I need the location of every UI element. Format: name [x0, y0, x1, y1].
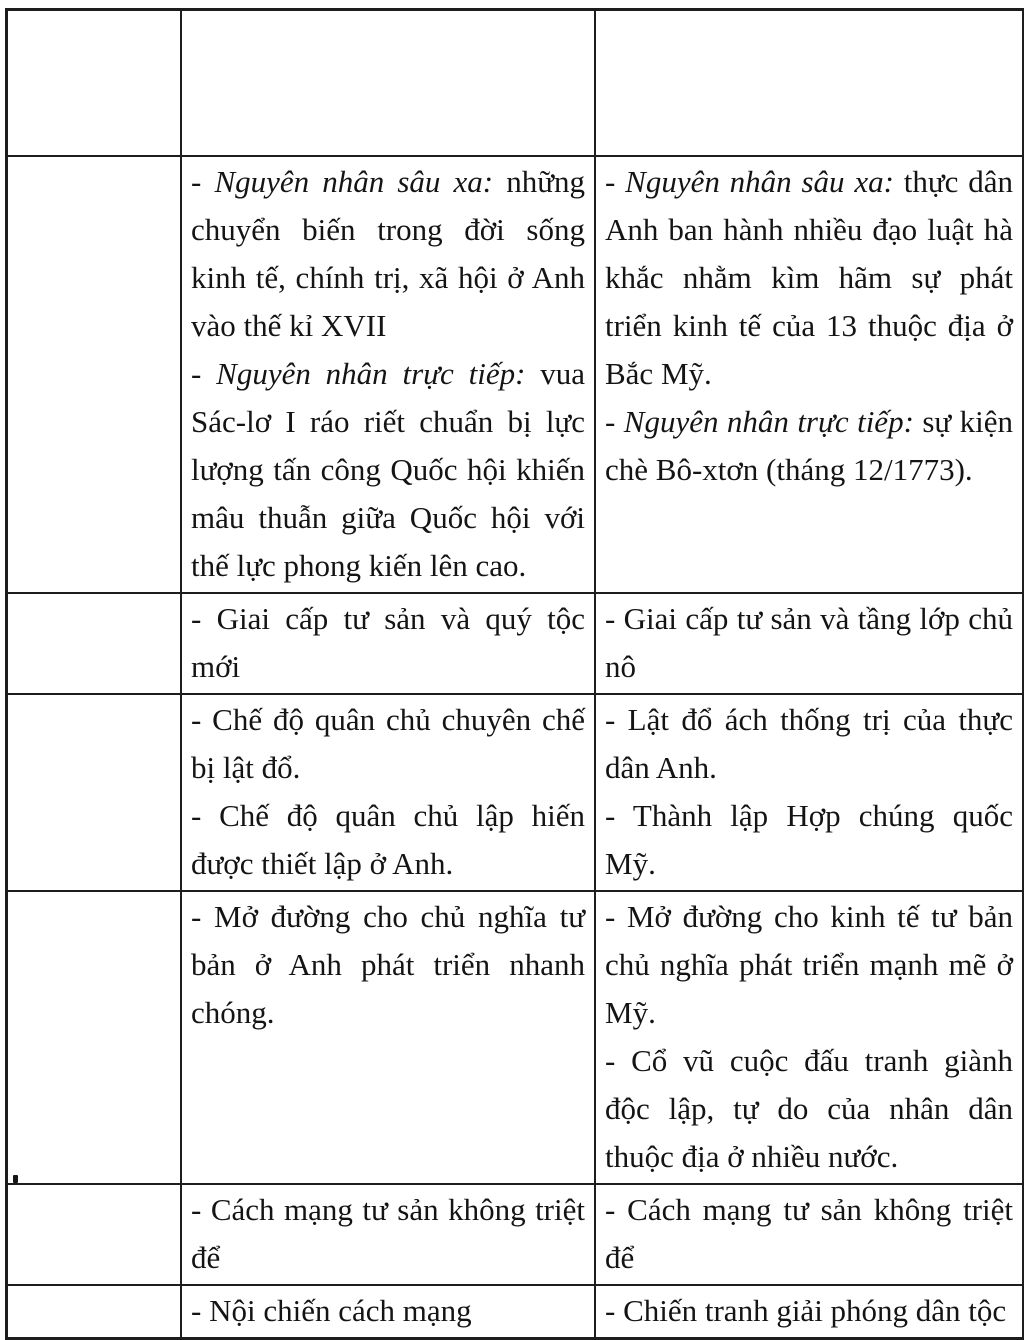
text-run: - [191, 164, 215, 199]
text-run: - Nội chiến cách mạng [191, 1293, 472, 1328]
paragraph [605, 398, 1013, 494]
italic-run: Nguyên nhân sâu xa: [214, 164, 494, 199]
header-cell-english-revolution [180, 11, 594, 155]
text-run: - Chiến tranh giải phóng dân tộc [605, 1293, 1007, 1328]
paragraph [605, 696, 1013, 792]
text-run: thực dân Anh ban hành nhiều đạo luật hà khắc nhằm kìm hãm sự phát triển kinh tế của 13 thuộc địa ở Bắc Mỹ. [605, 164, 1014, 391]
text-run: - Mở đường cho chủ nghĩa tư bản ở Anh phát triển nhanh chóng. [191, 899, 585, 1030]
text-run: - Giai cấp tư sản và quý tộc mới [191, 601, 585, 684]
cell-american-war [594, 1284, 1022, 1337]
paragraph [605, 893, 1013, 1037]
comparison-table [5, 8, 1024, 1340]
text-run: những chuyển biến trong đời sống kinh tế, chính trị, xã hội ở Anh vào thế kỉ XVII [191, 164, 585, 343]
text-run: - Chế độ quân chủ chuyên chế bị lật đổ. [191, 702, 585, 785]
cell-english-revolution [180, 592, 594, 693]
text-run: - [191, 356, 217, 391]
row-label [8, 155, 180, 592]
row-label [8, 1284, 180, 1337]
cell-english-revolution [180, 693, 594, 890]
italic-run: Nguyên nhân sâu xa: [625, 164, 894, 199]
paragraph [605, 595, 1013, 691]
text-run: sự kiện chè Bô-xtơn (tháng 12/1773). [605, 404, 1013, 487]
row-label [8, 890, 180, 1183]
cell-american-war [594, 693, 1022, 890]
paragraph [191, 1186, 585, 1282]
cell-american-war [594, 1183, 1022, 1284]
header-cell-empty [8, 11, 180, 155]
paragraph [191, 1287, 585, 1335]
text-run: - [605, 164, 626, 199]
paragraph [191, 893, 585, 1037]
paragraph [605, 158, 1013, 398]
text-run: - Cách mạng tư sản không triệt để [191, 1192, 585, 1275]
header-cell-american-war [594, 11, 1022, 155]
paragraph [605, 1287, 1013, 1335]
text-run: - Chế độ quân chủ lập hiến được thiết lập ở Anh. [191, 798, 585, 881]
paragraph [191, 158, 585, 350]
paragraph [605, 1186, 1013, 1282]
text-run: - Lật đổ ách thống trị của thực dân Anh. [605, 702, 1013, 785]
paragraph [191, 696, 585, 792]
text-run: - Thành lập Hợp chúng quốc Mỹ. [605, 798, 1013, 881]
cell-american-war [594, 155, 1022, 592]
paragraph [191, 792, 585, 888]
cell-english-revolution [180, 890, 594, 1183]
text-run: - Giai cấp tư sản và tầng lớp chủ nô [605, 601, 1013, 684]
paragraph [191, 350, 585, 590]
text-run: - Cách mạng tư sản không triệt để [605, 1192, 1013, 1275]
cell-english-revolution [180, 1284, 594, 1337]
paragraph [191, 595, 585, 691]
text-run: - [605, 404, 624, 439]
cell-american-war [594, 890, 1022, 1183]
row-label [8, 693, 180, 890]
paragraph [605, 792, 1013, 888]
text-run: vua Sác-lơ I ráo riết chuẩn bị lực lượng tấn công Quốc hội khiến mâu thuẫn giữa Quốc hội với thế lực phong kiến lên cao. [191, 356, 585, 583]
cell-english-revolution [180, 155, 594, 592]
row-label [8, 1183, 180, 1284]
italic-run: Nguyên nhân trực tiếp: [216, 356, 526, 391]
italic-run: Nguyên nhân trực tiếp: [623, 404, 914, 439]
cell-english-revolution [180, 1183, 594, 1284]
row-label [8, 592, 180, 693]
scan-artifact [13, 1175, 18, 1183]
text-run: - Mở đường cho kinh tế tư bản chủ nghĩa phát triển mạnh mẽ ở Mỹ. [605, 899, 1013, 1030]
paragraph [605, 1037, 1013, 1181]
text-run: - Cổ vũ cuộc đấu tranh giành độc lập, tự do của nhân dân thuộc địa ở nhiều nước. [605, 1043, 1013, 1174]
cell-american-war [594, 592, 1022, 693]
